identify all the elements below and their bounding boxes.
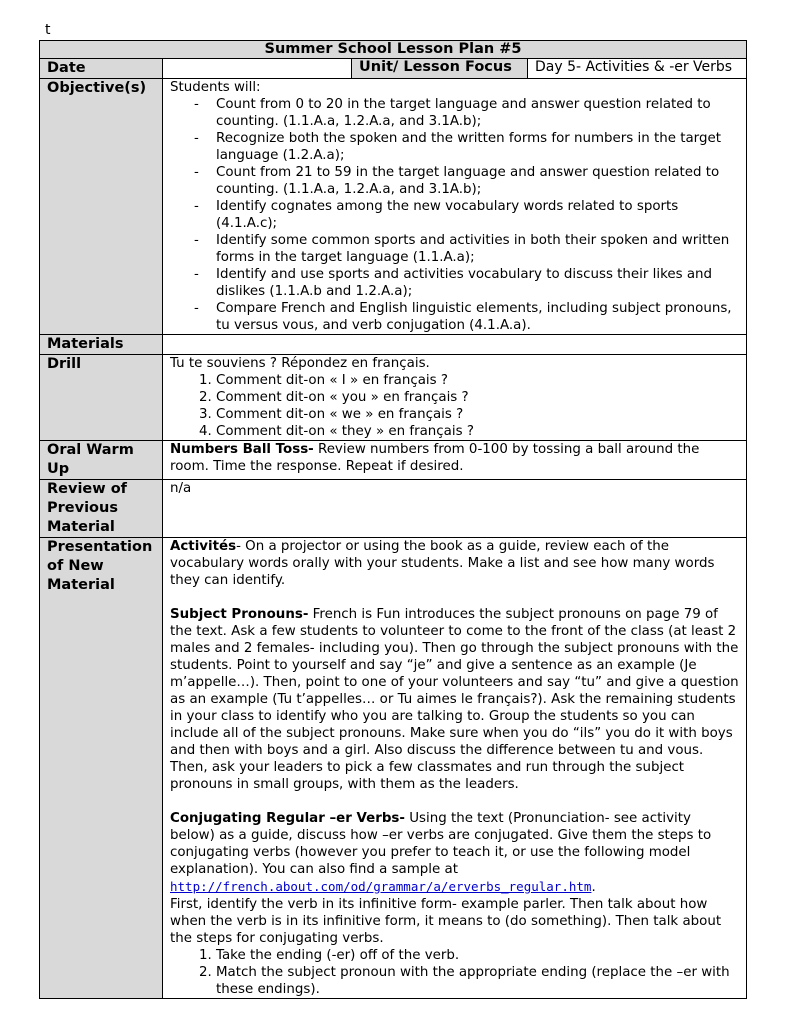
lesson-plan-table (39, 40, 747, 999)
activites-heading: Activités (170, 539, 237, 554)
objectives-intro: Students will: (170, 80, 261, 95)
unit-focus-value: Day 5- Activities & -er Verbs (528, 59, 747, 79)
drill-list (170, 372, 739, 440)
materials-label: Materials (40, 335, 163, 355)
erverbs-link[interactable]: http://french.about.com/od/grammar/a/erverbs_regular.htm (170, 879, 592, 894)
presentation-label: Presentation of New Material (40, 538, 163, 999)
pronouns-body: French is Fun introduces the subject pronouns on page 79 of the text. Ask a few students to volunteer to come to the front of the class (at least 2 males and 2 females- including you). Then go through the subject pronouns with the students. Point to yourself and say “je” and give a sentence as an example (Je m’appelle…). Then, point to one of your volunteers and say “tu” and give a question as an example (Tu t’appelles… or Tu aimes le français?). Ask the remaining students in your class to identify who you are talking to. Group the students so you can include all of the subject pronouns. Make sure when you do “ils” you do it with boys and then with boys and a girl. Also discuss the difference between tu and vous. Then, ask your leaders to pick a few classmates and run through the subject pronouns in small groups, with them as the leaders. (170, 607, 739, 792)
objective-item: - Identify cognates among the new vocabulary words related to sports (4.1.A.c); (216, 198, 739, 232)
conjugation-step: 2. Match the subject pronoun with the appropriate ending (replace the –er with these endings). (216, 964, 739, 998)
lesson-plan-title: Summer School Lesson Plan #5 (40, 41, 747, 59)
drill-item: 1. Comment dit-on « I » en français ? (216, 372, 739, 389)
pronouns-paragraph (170, 606, 739, 793)
conjugation-link-period: . (591, 880, 596, 895)
drill-item: 4. Comment dit-on « they » en français ? (216, 423, 739, 440)
drill-content (163, 355, 747, 441)
activites-paragraph (170, 538, 739, 589)
pronouns-heading: Subject Pronouns- (170, 607, 309, 622)
objective-item: - Identify and use sports and activities vocabulary to discuss their likes and dislikes (1.1.A.b and 1.2.A.a); (216, 266, 739, 300)
date-value (163, 59, 352, 79)
unit-focus-label: Unit/ Lesson Focus (352, 59, 528, 79)
warmup-text (170, 441, 739, 475)
objectives-content (163, 79, 747, 335)
drill-item: 2. Comment dit-on « you » en français ? (216, 389, 739, 406)
conjugation-body: Using the text (Pronunciation- see activity below) as a guide, discuss how –er verbs are conjugated. Give them the steps to conjugating verbs (however you prefer to teach it, or use the following model explanation). You can also find a sample at (170, 811, 712, 877)
review-label: Review of Previous Material (40, 480, 163, 538)
drill-label: Drill (40, 355, 163, 441)
conjugation-paragraph (170, 810, 739, 896)
conjugation-heading: Conjugating Regular –er Verbs- (170, 811, 405, 826)
drill-intro: Tu te souviens ? Répondez en français. (170, 356, 430, 371)
warmup-label: Oral Warm Up (40, 441, 163, 480)
presentation-content (163, 538, 747, 999)
objective-item: - Identify some common sports and activities in both their spoken and written forms in the target language (1.1.A.a); (216, 232, 739, 266)
objectives-label: Objective(s) (40, 79, 163, 335)
conjugation-step: 1. Take the ending (-er) off of the verb. (216, 947, 739, 964)
objective-item: - Recognize both the spoken and the written forms for numbers in the target language (1.2.A.a); (216, 130, 739, 164)
warmup-heading: Numbers Ball Toss- (170, 442, 314, 457)
conjugation-steps-intro: First, identify the verb in its infinitive form- example parler. Then talk about how when the verb is in its infinitive form, it means to (do something). Then talk about the steps for conjugating verbs. (170, 897, 722, 946)
objectives-list (170, 96, 739, 334)
warmup-body: Review numbers from 0-100 by tossing a ball around the room. Time the response. Repeat if desired. (170, 442, 700, 474)
review-value: n/a (163, 480, 747, 538)
corner-mark: t (45, 22, 51, 38)
date-label: Date (40, 59, 163, 79)
objective-item: - Count from 0 to 20 in the target language and answer question related to counting. (1.1.A.a, 1.2.A.a, and 3.1A.b); (216, 96, 739, 130)
objective-item: - Compare French and English linguistic elements, including subject pronouns, tu versus vous, and verb conjugation (4.1.A.a). (216, 300, 739, 334)
activites-body: - On a projector or using the book as a guide, review each of the vocabulary words orally with your students. Make a list and see how many words they can identify. (170, 539, 715, 588)
warmup-content (163, 441, 747, 480)
drill-item: 3. Comment dit-on « we » en français ? (216, 406, 739, 423)
materials-value (163, 335, 747, 355)
objective-item: - Count from 21 to 59 in the target language and answer question related to counting. (1.1.A.a, 1.2.A.a, and 3.1A.b); (216, 164, 739, 198)
conjugation-steps-list (170, 947, 739, 998)
